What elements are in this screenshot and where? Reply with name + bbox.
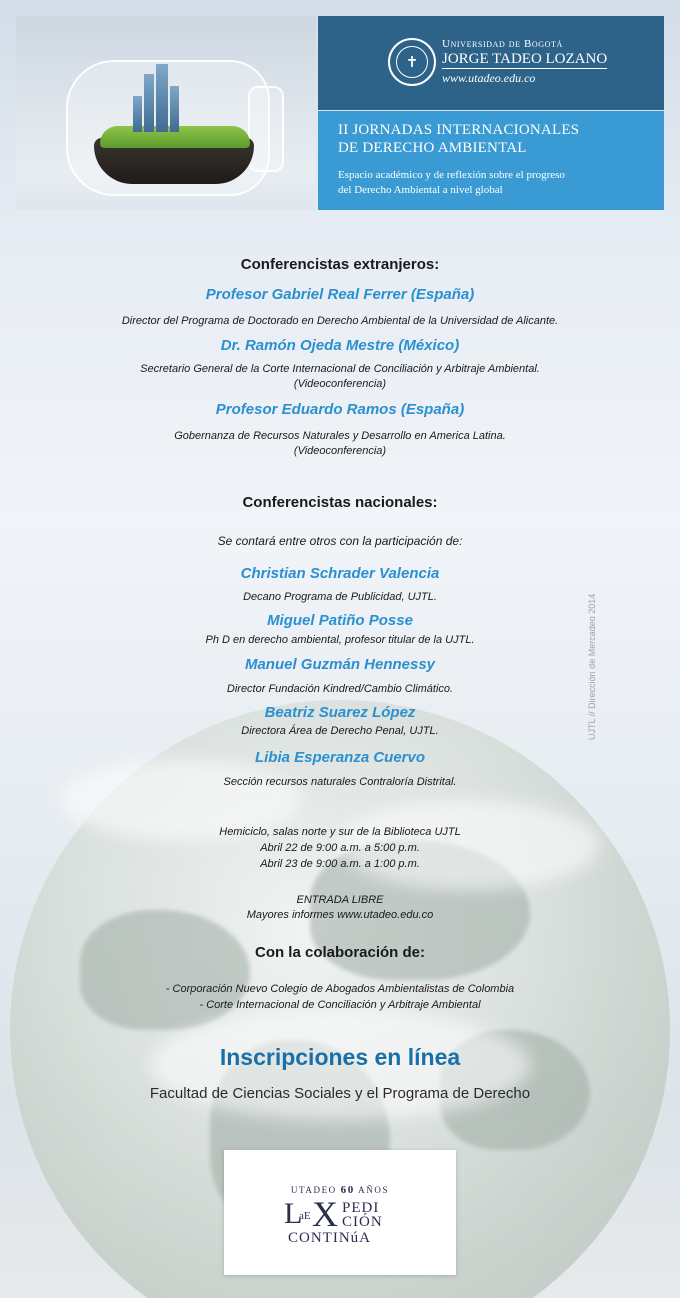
venue-date: Abril 22 de 9:00 a.m. a 5:00 p.m. [260, 842, 420, 854]
speaker-description: Director del Programa de Doctorado en Derecho Ambiental de la Universidad de Alicante. [121, 315, 559, 327]
speaker-name: Profesor Eduardo Ramos (España) [215, 401, 465, 418]
speaker-description: Secretario General de la Corte Internacional de Conciliación y Arbitraje Ambiental. [140, 363, 540, 375]
speaker-note: (Videoconferencia) [293, 445, 387, 457]
building-icon [156, 64, 168, 132]
speaker-description: Gobernanza de Recursos Naturales y Desarrollo en America Latina. [174, 430, 506, 442]
logo-letter: aE [299, 1210, 311, 1222]
logo-row: CONTINúA [288, 1230, 371, 1246]
registration-subtitle: Facultad de Ciencias Sociales y el Programa de Derecho [149, 1085, 531, 1102]
speaker-name: Dr. Ramón Ojeda Mestre (México) [220, 337, 460, 354]
collaborator-item: - Corporación Nuevo Colegio de Abogados Ambientalistas de Colombia [165, 983, 515, 995]
collaboration-heading: Con la colaboración de: [254, 944, 426, 961]
logo-wordmark [284, 1195, 424, 1265]
entry-free-label: ENTRADA LIBRE [296, 894, 384, 906]
logo-row: PEDI [342, 1200, 380, 1216]
venue-date: Abril 23 de 9:00 a.m. a 1:00 p.m. [260, 858, 420, 870]
event-subtitle-line: del Derecho Ambiental a nivel global [338, 184, 503, 196]
credit-text: UJTL // Dirección de Mercadeo 2014 [587, 593, 597, 740]
speaker-name: Libia Esperanza Cuervo [254, 749, 426, 766]
speaker-name: Miguel Patiño Posse [267, 612, 413, 629]
logo-text: UTADEO [290, 1185, 341, 1195]
university-seal-icon: ✝ [388, 38, 436, 86]
speaker-name: Christian Schrader Valencia [240, 565, 440, 582]
event-title [338, 121, 658, 157]
collaborator-item: - Corte Internacional de Conciliación y Arbitraje Ambiental [199, 999, 481, 1011]
logo-text: AÑOS [354, 1185, 390, 1195]
jar-ecosystem-image [16, 16, 316, 210]
building-icon [133, 96, 142, 132]
university-name: JORGE TADEO LOZANO [442, 51, 608, 67]
foreign-speakers-heading: Conferencistas extranjeros: [240, 256, 440, 273]
speaker-name: Manuel Guzmán Hennessy [244, 656, 436, 673]
university-url[interactable]: www.utadeo.edu.co [442, 71, 536, 85]
national-intro: Se contará entre otros con la participación de: [217, 534, 463, 548]
speaker-description: Decano Programa de Publicidad, UJTL. [243, 591, 437, 603]
venue-place: Hemiciclo, salas norte y sur de la Biblioteca UJTL [219, 826, 461, 838]
national-speakers-heading: Conferencistas nacionales: [242, 494, 438, 511]
logo-letter: L [284, 1197, 303, 1230]
logo-row: CIÓN [342, 1214, 383, 1230]
speaker-name: Beatriz Suarez López [264, 704, 416, 721]
speaker-name: Profesor Gabriel Real Ferrer (España) [205, 286, 475, 303]
speaker-description: Sección recursos naturales Contraloría Distrital. [223, 776, 457, 788]
building-icon [170, 86, 179, 132]
building-icon [144, 74, 154, 132]
event-title-line: DE DERECHO AMBIENTAL [338, 140, 527, 156]
info-link[interactable]: Mayores informes www.utadeo.edu.co [246, 909, 434, 921]
expedicion-continua-logo [224, 1150, 456, 1275]
logo-letter: X [312, 1194, 338, 1234]
speaker-description: Directora Área de Derecho Penal, UJTL. [241, 725, 439, 737]
registration-title[interactable]: Inscripciones en línea [219, 1044, 461, 1070]
logo-number: 60 [340, 1184, 355, 1196]
jar-neck [248, 86, 284, 172]
event-subtitle [338, 168, 658, 198]
event-title-line: II JORNADAS INTERNACIONALES [338, 122, 580, 138]
university-prefix: Universidad de Bogotá [442, 38, 563, 50]
speaker-note: (Videoconferencia) [293, 378, 387, 390]
speaker-description: Ph D en derecho ambiental, profesor titular de la UJTL. [205, 634, 475, 646]
event-subtitle-line: Espacio académico y de reflexión sobre el progreso [338, 169, 565, 181]
speaker-description: Director Fundación Kindred/Cambio Climático. [226, 683, 454, 695]
